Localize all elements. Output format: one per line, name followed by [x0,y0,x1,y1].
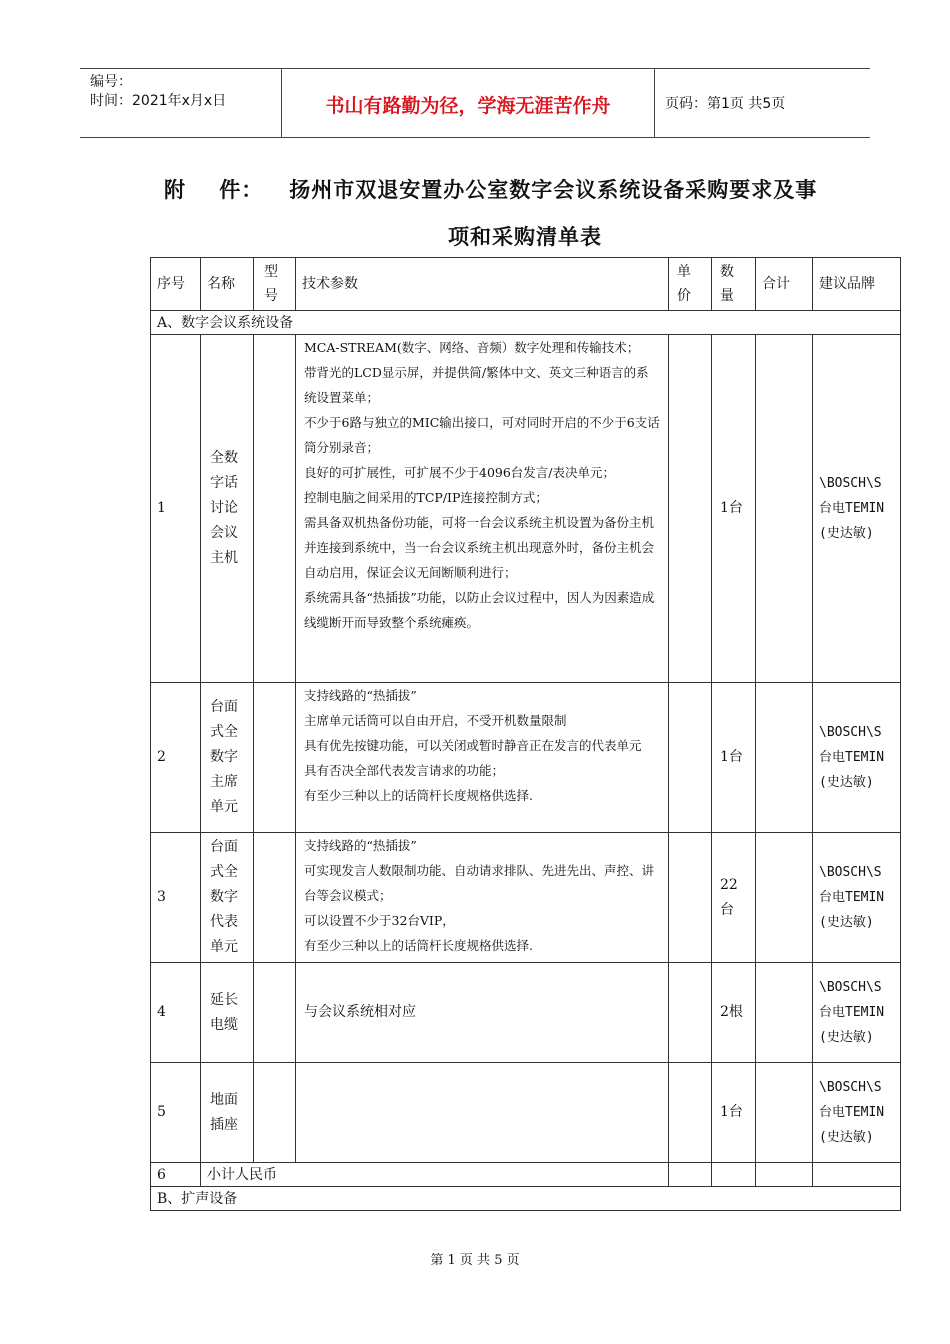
item-name: 台面式全数字主席单元 [201,683,254,833]
item-name: 地面插座 [201,1063,254,1163]
spec-line: 带背光的LCD显示屏，并提供简/繁体中文、英文三种语言的系统设置菜单； [304,365,649,405]
spec-line: 具有否决全部代表发言请求的功能； [304,763,505,778]
item-total [756,335,813,683]
item-total [756,1063,813,1163]
item-model [254,335,296,683]
spec-line: 主席单元话筒可以自由开启，不受开机数量限制 [304,713,567,728]
item-no: 4 [151,963,201,1063]
header-price: 单价 [669,258,712,311]
empty-cell [756,1163,813,1187]
item-brand: \BOSCH\S台电TEMIN(史达敏) [813,335,901,683]
item-model [254,1063,296,1163]
item-price [669,335,712,683]
table-row [151,335,901,683]
table-header-row [151,258,901,311]
item-brand: \BOSCH\S台电TEMIN(史达敏) [813,833,901,963]
header-motto: 书山有路勤为径，学海无涯苦作舟 [325,95,611,117]
item-price [669,833,712,963]
page-footer: 第 1 页 共 5 页 [430,1253,520,1268]
empty-cell [712,1163,756,1187]
item-model [254,963,296,1063]
item-qty: 22台 [712,833,756,963]
spec-line: 有至少三种以上的话筒杆长度规格供选择. [304,788,533,803]
item-spec [296,335,669,683]
spec-line: 可实现发言人数限制功能、自动请求排队、先进先出、声控、讲台等会议模式； [304,863,655,903]
spec-line: 有至少三种以上的话筒杆长度规格供选择. [304,938,533,953]
subtotal-row [151,1163,901,1187]
item-name: 延长电缆 [201,963,254,1063]
table-row [151,1063,901,1163]
item-model [254,683,296,833]
table-row [151,833,901,963]
item-qty: 1台 [712,1063,756,1163]
item-no: 1 [151,335,201,683]
header-spec: 技术参数 [296,258,669,311]
procurement-table [150,257,901,1211]
spec-line: 需具备双机热备份功能，可将一台会议系统主机设置为备份主机并连接到系统中，当一台会议系统主机出现意外时，备份主机会自动启用，保证会议无间断顺利进行； [304,515,655,580]
item-total [756,963,813,1063]
document-title-line2: 项和采购清单表 [448,225,602,249]
spec-line: 系统需具备“热插拔”功能，以防止会议过程中，因人为因素造成线缆断开而导致整个系统瘫痪。 [304,590,655,630]
spec-line: 良好的可扩展性，可扩展不少于4096台发言/表决单元； [304,465,616,480]
spec-line: 不少于6路与独立的MIC输出接口，可对同时开启的不少于6支话筒分别录音； [304,415,660,455]
spec-line: 支持线路的“热插拔” [304,688,417,703]
section-b-label: B、扩声设备 [151,1187,901,1211]
item-price [669,1063,712,1163]
item-spec [296,683,669,833]
item-total [756,833,813,963]
code-label: 编号： [90,74,132,90]
header-meta [90,73,226,111]
item-total [756,683,813,833]
item-price [669,683,712,833]
header-model: 型号 [254,258,296,311]
table-row [151,963,901,1063]
table-row [151,683,901,833]
item-brand: \BOSCH\S台电TEMIN(史达敏) [813,963,901,1063]
item-model [254,833,296,963]
spec-line: 支持线路的“热插拔” [304,838,417,853]
title-prefix: 附 件： [164,178,264,202]
subtotal-label: 小计人民币 [201,1163,669,1187]
spec-line: 可以设置不少于32台VIP， [304,913,455,928]
subtotal-no: 6 [151,1163,201,1187]
header-total: 合计 [756,258,813,311]
spec-line: 具有优先按键功能，可以关闭或暂时静音正在发言的代表单元 [304,738,642,753]
title-text-1: 扬州市双退安置办公室数字会议系统设备采购要求及事 [289,178,818,202]
time-label: 时间：2021年x月x日 [90,93,227,109]
item-no: 2 [151,683,201,833]
item-brand: \BOSCH\S台电TEMIN(史达敏) [813,683,901,833]
item-brand: \BOSCH\S台电TEMIN(史达敏) [813,1063,901,1163]
header-no: 序号 [151,258,201,311]
spec-line: MCA-STREAM(数字、网络、音频）数字处理和传输技术； [304,340,640,355]
item-spec [296,1063,669,1163]
header-name: 名称 [201,258,254,311]
item-name: 全数字话讨论会议主机 [201,335,254,683]
item-no: 5 [151,1063,201,1163]
header-brand: 建议品牌 [813,258,901,311]
item-qty: 2根 [712,963,756,1063]
spec-line: 控制电脑之间采用的TCP/IP连接控制方式； [304,490,548,505]
document-title-line1 [164,174,914,204]
empty-cell [669,1163,712,1187]
page-header [80,68,870,138]
item-spec [296,963,669,1063]
item-qty: 1台 [712,683,756,833]
header-page-info: 页码：第1页 共5页 [665,96,786,112]
item-name: 台面式全数字代表单元 [201,833,254,963]
header-divider [654,69,655,137]
item-spec [296,833,669,963]
item-no: 3 [151,833,201,963]
empty-cell [813,1163,901,1187]
section-row [151,311,901,335]
item-rows [151,335,901,1163]
header-qty: 数量 [712,258,756,311]
item-price [669,963,712,1063]
spec-line: 与会议系统相对应 [304,1004,416,1020]
section-row [151,1187,901,1211]
item-qty: 1台 [712,335,756,683]
section-a-label: A、数字会议系统设备 [151,311,901,335]
